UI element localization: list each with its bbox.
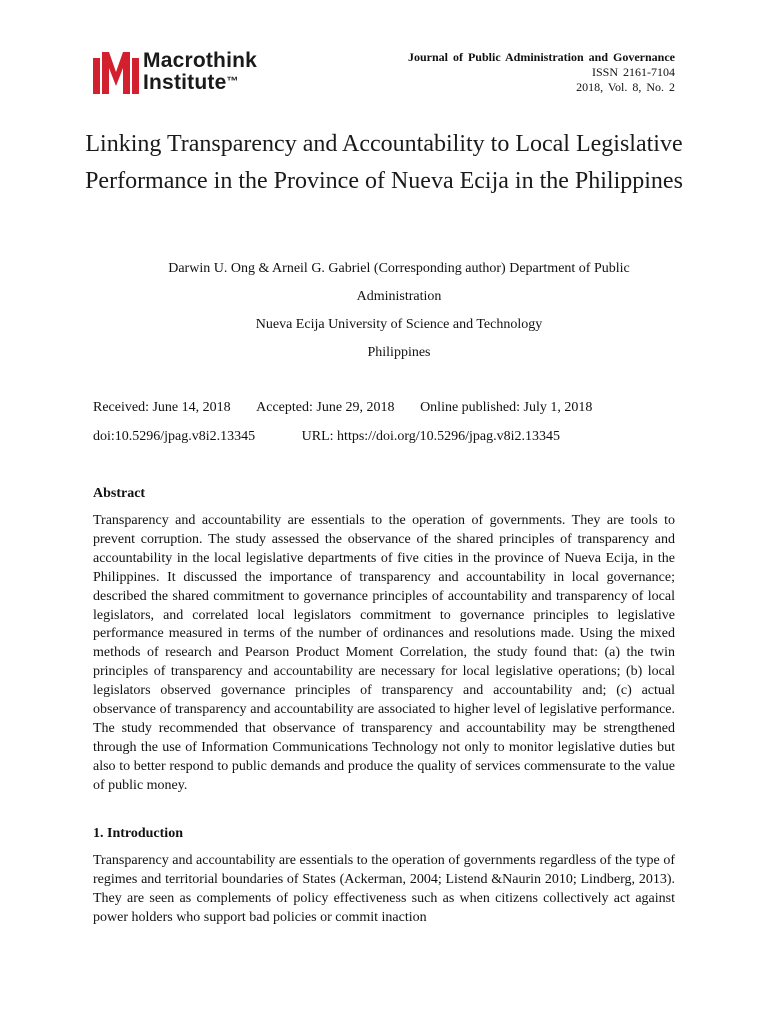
- logo-line-1: Macrothink: [143, 49, 258, 72]
- doi-url-link[interactable]: URL: https://doi.org/10.5296/jpag.v8i2.13345: [301, 429, 561, 444]
- author-block: [150, 255, 648, 367]
- doi-text: doi:10.5296/jpag.v8i2.13345: [93, 429, 256, 444]
- doi-line: [93, 427, 560, 447]
- journal-volume: 2018, Vol. 8, No. 2: [576, 80, 675, 94]
- journal-issn: ISSN 2161-7104: [591, 65, 675, 79]
- abstract-heading: Abstract: [93, 486, 146, 501]
- publisher-logo[interactable]: [93, 50, 313, 96]
- introduction-heading: 1. Introduction: [93, 826, 183, 841]
- macrothink-m-icon: [93, 52, 139, 94]
- logo-trademark: ™: [226, 74, 239, 88]
- author-names: Darwin U. Ong & Arneil G. Gabriel (Corresponding author) Department of Public Administration: [168, 261, 630, 304]
- abstract-text: Transparency and accountability are essentials to the operation of governments. They are tools to prevent corruption. The study assessed the observance of the shared principles of transparency and accountability in the local legislative departments of five cities in the province of Nueva Ecija, in the Philippines. It discussed the importance of transparency and accountability in local governance; described the shared commitment to governance principles of accountability and transparency of local legislators, and correlated local legislators commitment to governance principles to legislative performance measured in terms of the number of ordinances and resolutions made. Using the mixed methods of research and Pearson Product Moment Correlation, the study found that: (a) the twin principles of transparency and accountability are necessary for local legislative operations; (b) local legislators observed governance principles of transparency and accountability and; (c) actual observance of transparency and accountability are associated to higher level of legislative performance. The study recommended that observance of transparency and accountability may be strengthened through the use of Information Communications Technology not only to monitor legislative duties but also to better respond to public demands and produce the quality of services commensurate to the value of public money.: [93, 513, 675, 793]
- logo-wordmark: [143, 50, 257, 94]
- received-date: Received: June 14, 2018: [93, 400, 231, 415]
- author-institution: Nueva Ecija University of Science and Technology: [255, 317, 543, 332]
- introduction-text: Transparency and accountability are essentials to the operation of governments regardless of the type of regimes and territorial boundaries of States (Ackerman, 2004; Listend &Naurin 2010; Lindberg, 2013). They are seen as complements of policy effectiveness such as when citizens collectively act against power holders who support bad policies or commit inaction: [93, 853, 675, 925]
- author-country: Philippines: [367, 345, 431, 360]
- accepted-date: Accepted: June 29, 2018: [256, 400, 395, 415]
- journal-info: [408, 50, 675, 95]
- logo-line-2: Institute: [143, 71, 227, 94]
- published-date: Online published: July 1, 2018: [420, 400, 593, 415]
- journal-name: Journal of Public Administration and Governance: [407, 50, 675, 64]
- publication-dates: [93, 398, 592, 418]
- article-title: Linking Transparency and Accountability to Local Legislative Performance in the Province of Nueva Ecija in the Philippines: [85, 131, 683, 194]
